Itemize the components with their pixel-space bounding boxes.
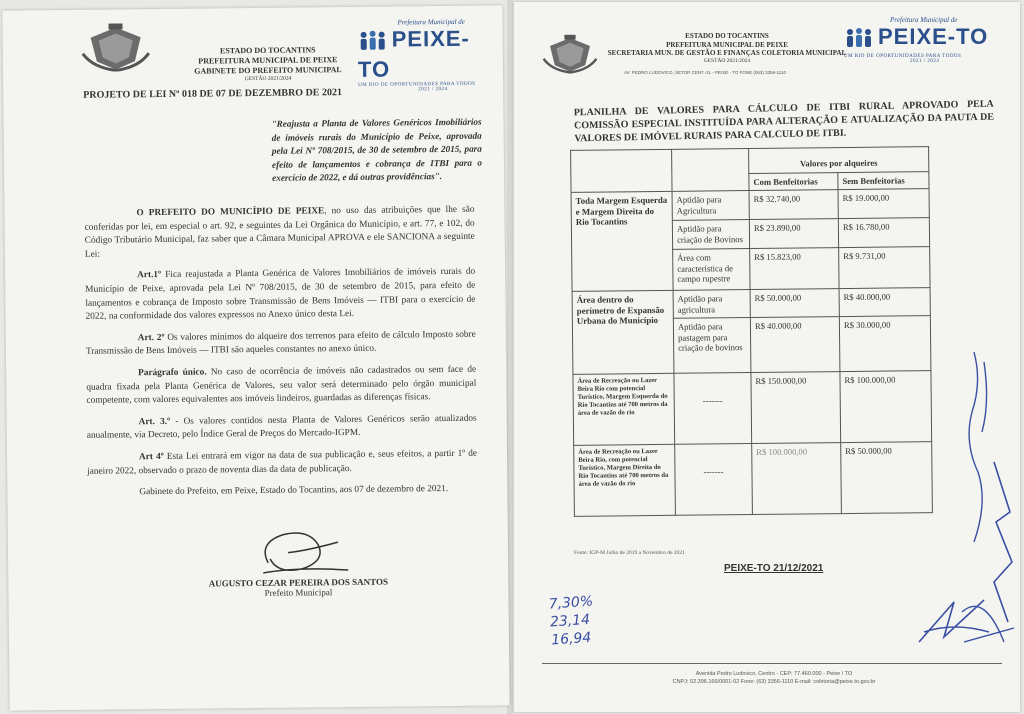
left-document-page: [2, 5, 509, 710]
value-cell: R$ 32.740,00: [749, 190, 838, 220]
peixe-logo: [844, 16, 994, 64]
preamble-text: , no uso das atribuições que lhe são conferidas por lei, em especial o art. 92, e seguintes da Lei Orgânica do Município, e art. 77, e 102, do Código Tributário Municipal, faz saber que a Câmara Municipal APROVA e ele SANCIONA a seguinte Lei:: [84, 204, 475, 260]
value-cell: R$ 15.823,00: [750, 248, 839, 290]
state-coat-of-arms-icon: [80, 23, 150, 72]
value-cell: R$ 50.000,00: [841, 442, 933, 514]
sole-paragraph: [86, 364, 476, 409]
right-header-text: [602, 32, 852, 65]
secretariat-name: [602, 49, 852, 58]
bill-summary: "Reajusta a Planta de Valores Genéricos Imobiliários de imóveis rurais do Município de Peixe, aprovada pela Lei Nº 708/2015, de 30 de setembro de 2015, para efeito de lançamentos e cobrança de ITBI para o exercício de 2022, e dá outras providências".: [271, 116, 483, 183]
logo-slogan: UM RIO DE OPORTUNIDADES PARA TODOS: [844, 53, 962, 59]
document-date: PEIXE-TO 21/12/2021: [724, 563, 824, 574]
signer-name: AUGUSTO CEZAR PEREIRA DOS SANTOS: [208, 576, 389, 589]
aptitude-cell: Aptidão para agricultura: [673, 290, 750, 319]
secretariat-text: SECRETARIA MUN. DE GESTÃO E FINANÇAS: [607, 49, 760, 57]
value-cell: R$ 50.000,00: [750, 289, 839, 318]
value-cell: R$ 100.000,00: [752, 443, 842, 515]
ink-mark-icon: [914, 592, 994, 657]
region-cell: Área de Recreação ou Lazer Beira Rio, com potencial Turístico, Margem Direita do Rio Tocantins até 700 metros da área de vazão do rio: [574, 444, 676, 516]
aptitude-cell: -------: [675, 444, 753, 516]
bill-body: [84, 204, 477, 509]
collector-text: COLETORIA MUNICIPAL: [761, 49, 847, 57]
prefecture-name: PREFEITURA MUNICIPAL DE PEIXE: [666, 40, 788, 49]
value-cell: R$ 100.000,00: [840, 371, 932, 443]
itbi-values-table: [570, 146, 933, 517]
signature-block: [183, 576, 413, 598]
handwritten-number: 23,14: [549, 611, 591, 631]
sole-paragraph-text: No caso de ocorrência de imóveis não cadastrados ou sem face de quadra fixada pela Planta Genérica de Valores, seu valor será determinado pelo órgão municipal competente, com valores equivalentes aos imóveis lindeiros, guardadas as diferenças físicas.: [86, 364, 477, 406]
handwritten-number: 16,94: [550, 629, 592, 649]
article-4-label: Art 4º: [138, 451, 164, 463]
blank-header-cell: [571, 149, 672, 192]
state-name: ESTADO DO TOCANTINS: [685, 32, 769, 40]
article-2: [86, 328, 476, 359]
region-cell: Área de Recreação ou Lazer Beira Rio com potencial Turístico, Margem Esquerda do Rio Tocantins até 700 metros da área de vazão do rio: [573, 373, 675, 445]
value-cell: R$ 9.731,00: [839, 247, 930, 289]
article-3-text: - Os valores contidos nesta Planta de Valores Genéricos serão atualizados anualmente, via Decreto, pelo Índice Geral de Preços do Mercado-IGPM.: [86, 413, 477, 442]
logo-slogan: UM RIO DE OPORTUNIDADES PARA TODOS: [358, 81, 476, 88]
peixe-logo: [357, 17, 498, 92]
article-3: [87, 412, 477, 443]
page-footer: [554, 670, 994, 686]
signer-role: Prefeito Municipal: [264, 587, 333, 598]
table-row: [574, 442, 933, 517]
aptitude-cell: Aptidão para Agricultura: [672, 191, 749, 221]
people-icon: [358, 29, 388, 56]
value-cell: R$ 19.000,00: [838, 189, 929, 219]
sole-paragraph-label: Parágrafo único.: [138, 367, 207, 379]
article-2-label: Art. 2º: [137, 332, 165, 343]
prefecture-name: PREFEITURA MUNICIPAL DE PEIXE: [198, 55, 338, 66]
article-2-text: Os valores mínimos do alqueire dos terrenos para efeito de cálculo Imposto sobre Transmissão de Bens Imóveis — ITBI são aqueles constantes no anexo único.: [85, 329, 476, 358]
aptitude-cell: Área com característica de campo rupestre: [673, 249, 750, 291]
logo-top-text: Prefeitura Municipal de: [890, 16, 958, 24]
value-cell: R$ 16.780,00: [838, 218, 929, 248]
bill-title: PROJETO DE LEI Nº 018 DE 07 DE DEZEMBRO DE 2021: [83, 87, 343, 101]
table-row: [571, 189, 929, 222]
logo-years: 2021 / 2024: [910, 58, 940, 64]
value-cell: R$ 30.000,00: [839, 316, 931, 372]
region-cell: Toda Margem Esquerda e Margem Direita do Rio Tocantins: [571, 191, 673, 291]
table-row: [573, 371, 932, 446]
handwritten-number: 7,30%: [548, 593, 594, 613]
value-cell: R$ 40.000,00: [839, 288, 930, 317]
group-header: Valores por alqueires: [749, 147, 929, 173]
article-1-label: Art.1º: [137, 270, 162, 281]
blank-header-cell: [672, 149, 749, 192]
logo-main-text: PEIXE-TO: [357, 25, 470, 82]
article-3-label: Art. 3.º: [138, 416, 171, 427]
logo-years: 2021 / 2024: [418, 86, 448, 93]
source-note: Fonte: IGP-M Julho de 2019 a Novembro de 2021: [574, 550, 685, 556]
footer-contact: CNPJ: 02.396.166/0001-02 Fone: (63) 3356-1110 E-mail: coletoria@peixe.to.gov.br: [672, 679, 876, 685]
footer-divider: [542, 663, 1002, 664]
spreadsheet-title: PLANILHA DE VALORES PARA CÁLCULO DE ITBI RURAL APROVADO PELA COMISSÃO ESPECIAL INSTITUÍDA PARA ALTERAÇÃO E ATUALIZAÇÃO DA PAUTA DE VALORES DE IMÓVEL RURAIS PARA CALCULO DE ITBI.: [573, 98, 995, 145]
term-text: GESTÃO 2021/2024: [244, 75, 292, 83]
office-name: GABINETE DO PREFEITO MUNICIPAL: [194, 65, 342, 76]
handwritten-notes: [548, 593, 596, 650]
term-text: GESTÃO 2021/2024: [703, 57, 751, 64]
logo-main-text: PEIXE-TO: [878, 24, 989, 49]
article-4-text: Esta Lei entrará em vigor na data de sua publicação e, seus efeitos, a partir 1º de janeiro 2022, observado o prazo de noventa dias da data de publicação.: [87, 448, 478, 477]
article-1: [85, 266, 476, 324]
state-name: ESTADO DO TOCANTINS: [219, 45, 316, 56]
col-without-improvements: Sem Benfeitorias: [838, 171, 929, 189]
header-address: AV. PEDRO LUDOVICO, SETOR CENT.-2L - PEIXE - TO FONE (063) 3356-1110: [624, 70, 786, 75]
aptitude-cell: Aptidão para pastagem para criação de bovinos: [673, 318, 751, 374]
table-row: [572, 288, 930, 320]
value-cell: R$ 40.000,00: [750, 317, 840, 373]
article-1-text: Fica reajustada a Planta Genérica de Valores Imobiliários de imóveis rurais do Município de Peixe, aprovada pela Lei Nº 708/2015, de 30 de setembro de 2015, para efeito de lançamentos e cobrança de Imposto sobre Transmissão de Bens Imóveis — ITBI para o exercício de 2022, na conformidade dos valores expressos no Anexo único desta Lei.: [85, 267, 476, 322]
aptitude-cell: Aptidão para criação de Bovinos: [672, 220, 749, 250]
aptitude-cell: -------: [674, 373, 752, 445]
value-cell: R$ 23.890,00: [749, 219, 838, 249]
col-with-improvements: Com Benfeitorias: [749, 172, 838, 190]
footer-address: Avenida Pedro Ludovico, Centro - CEP: 77.460.000 - Peixe / TO: [695, 671, 853, 677]
value-cell: R$ 150.000,00: [751, 372, 841, 444]
region-cell: Área dentro do perímetro de Expansão Urbana do Município: [572, 290, 674, 374]
preamble-subject: O PREFEITO DO MUNICÍPIO DE PEIXE: [136, 206, 325, 219]
closing-line: Gabinete do Prefeito, em Peixe, Estado do Tocantins, aos 07 de dezembro de 2021.: [139, 484, 449, 498]
state-coat-of-arms-icon: [542, 32, 598, 76]
right-document-page: [514, 2, 1020, 712]
table-header-row: [571, 147, 929, 175]
article-4: [87, 448, 477, 479]
preamble: [84, 204, 475, 262]
people-icon: [844, 27, 874, 54]
logo-top-text: Prefeitura Municipal de: [397, 17, 465, 27]
left-header-text: [193, 45, 343, 84]
